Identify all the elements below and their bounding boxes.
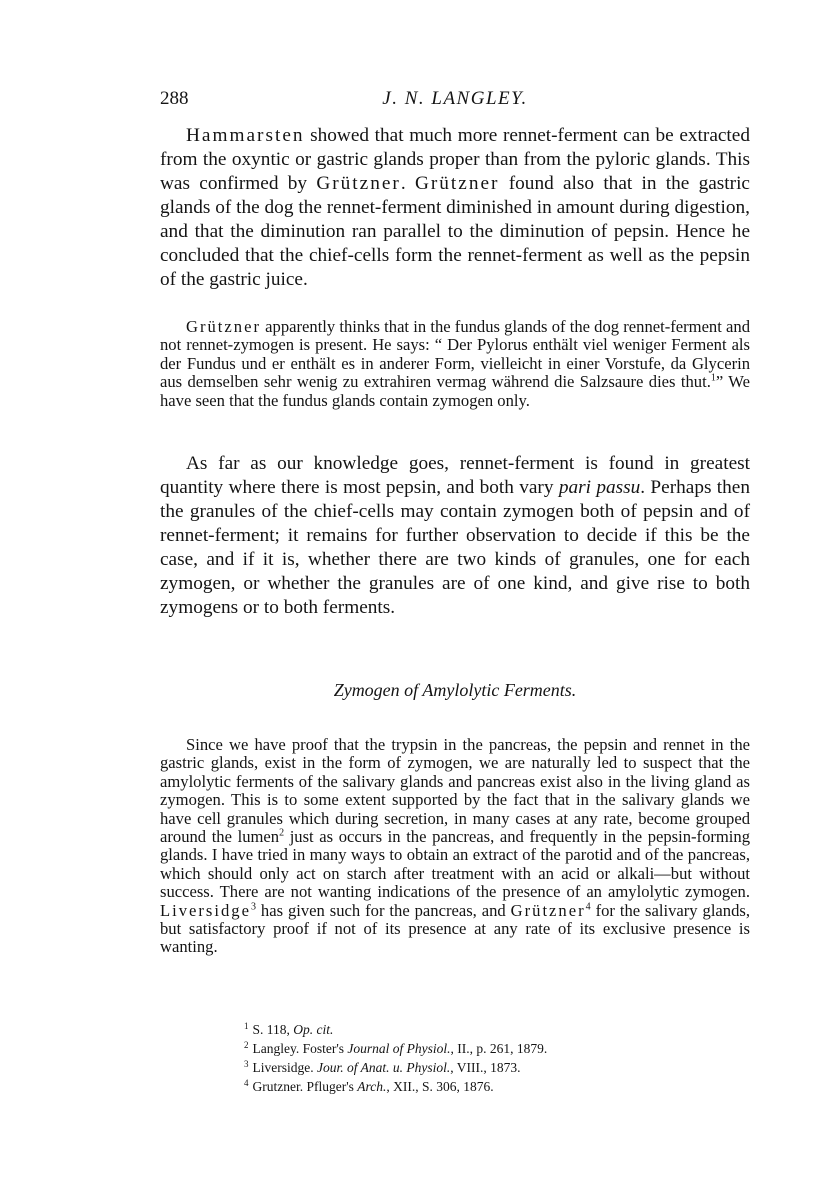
page-header: [160, 88, 750, 114]
footnote: $^4$ Grutzner. Pfluger's Arch., XII., S. 306, 1876.: [244, 1077, 494, 1094]
author-name: Grützner: [316, 173, 401, 194]
footnote: $^1$ S. 118, Op. cit.: [244, 1020, 334, 1037]
author-name: Grützner: [510, 900, 586, 920]
footnote-ref: 4: [585, 901, 591, 913]
latin-phrase: pari passu: [558, 477, 641, 498]
footnote: $^2$ Langley. Foster's Journal of Physiol., II., p. 261, 1879.: [244, 1039, 548, 1056]
paragraph-1: Hammarsten showed that much more rennet-ferment can be extracted from the oxyntic or gastric glands proper than from the pyloric glands. This was confirmed by Grützner. Grützner found also that in the gastric glands of the dog the rennet-ferment diminished in amount during digestion, and that the diminution ran parallel to the diminution of pepsin. Hence he concluded that the chief-cells form the rennet-ferment as well as the pepsin of the gastric juice.: [160, 125, 750, 290]
paragraph-4: Since we have proof that the trypsin in the pancreas, the pepsin and rennet in the gastric glands, exist in the form of zymogen, we are naturally led to suspect that the amylolytic ferments of the salivary glands and pancreas exist also in the living gland as zymogen. This is to some extent supported by the fact that in the salivary glands we have cell granules which during secretion, in many cases at any rate, become grouped around the lumen$^2$ just as occurs in the pancreas, and frequently in the pepsin-forming glands. I have tried in many ways to obtain an extract of the parotid and of the pancreas, which should only act on starch after treatment with an acid or alkali—but without success. There are not wanting indications of the presence of an amylolytic zymogen. Liversidge$^3$ has given such for the pancreas, and Grützner$^4$ for the salivary glands, but satisfactory proof if not of its presence at any rate of its exclusive presence is wanting.: [160, 735, 751, 957]
author-name: Grützner: [186, 317, 261, 336]
footnote-ref: 3: [250, 901, 256, 913]
paragraph-3: As far as our knowledge goes, rennet-ferment is found in greatest quantity where there is most pepsin, and both vary pari passu. Perhaps then the granules of the chief-cells may contain zymogen both of pepsin and of rennet-ferment; it remains for further observation to decide if this be the case, and if it is, whether there are two kinds of granules, one for each zymogen, or whether the granules are of one kind, and give rise to both zymogens or to both ferments.: [160, 453, 750, 618]
footnote-ref: 2: [279, 827, 285, 839]
running-head: J. N. LANGLEY.: [382, 88, 528, 109]
section-title: Zymogen of Amylolytic Ferments.: [333, 680, 577, 700]
author-name: Hammarsten: [186, 125, 305, 146]
page-number: 288: [160, 88, 189, 109]
author-name: Liversidge: [160, 900, 251, 920]
footnote: $^3$ Liversidge. Jour. of Anat. u. Physiol., VIII., 1873.: [244, 1058, 521, 1075]
footnotes: [244, 1020, 744, 1096]
footnote-ref: 1: [710, 372, 716, 384]
paragraph-2: Grützner apparently thinks that in the fundus glands of the dog rennet-ferment and not rennet-zymogen is present. He says: “ Der Pylorus enthält viel weniger Ferment als der Fundus und er enthält es in anderer Form, vielleicht in einer Vorstufe, da Glycerin aus demselben sehr wenig zu extrahiren vermag während die Salzsaure dies thut.$^1$” We have seen that the fundus glands contain zymogen only.: [160, 317, 750, 410]
author-name: Grützner: [414, 173, 500, 194]
